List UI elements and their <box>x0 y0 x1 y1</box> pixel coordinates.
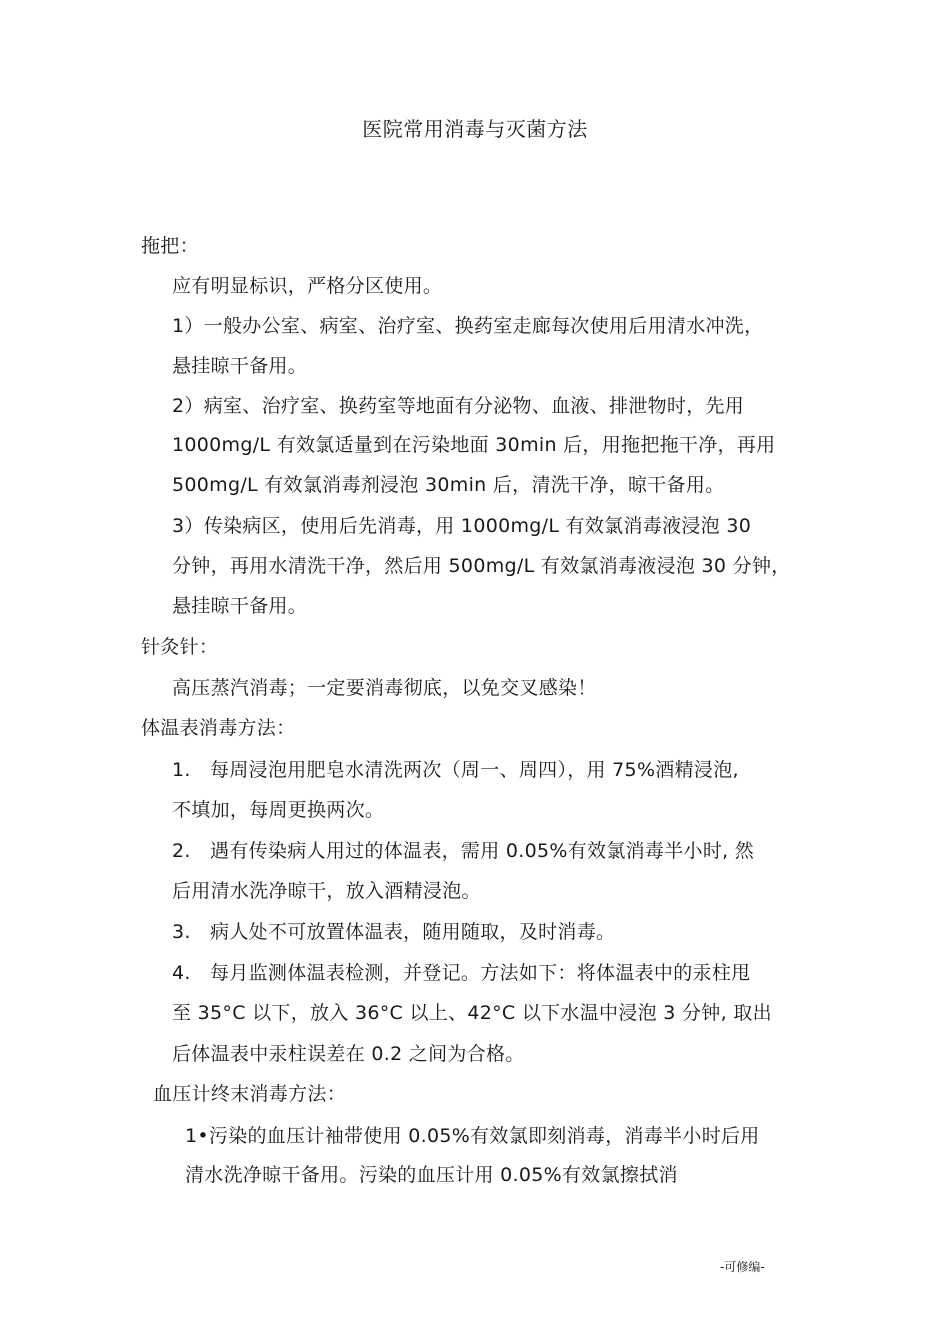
section-heading-thermometer: 体温表消毒方法： <box>141 717 296 739</box>
paragraph-line: 悬挂晾干备用。 <box>172 355 308 377</box>
paragraph-line: 分钟，再用水清洗干净，然后用 500mg/L 有效氯消毒液浸泡 30 分钟， <box>172 555 791 577</box>
paragraph-line: 4. 每月监测体温表检测，并登记。方法如下：将体温表中的汞柱甩 <box>172 962 751 984</box>
section-heading-acupuncture: 针灸针： <box>141 636 219 658</box>
paragraph-line: 1000mg/L 有效氯适量到在污染地面 30min 后，用拖把拖干净，再用 <box>172 434 776 456</box>
paragraph-line: 清水洗净晾干备用。污染的血压计用 0.05%有效氯擦拭消 <box>185 1164 678 1186</box>
paragraph-line: 后体温表中汞柱误差在 0.2 之间为合格。 <box>172 1043 525 1065</box>
paragraph-line: 2. 遇有传染病人用过的体温表，需用 0.05%有效氯消毒半小时, 然 <box>172 840 755 862</box>
paragraph-line: 1）一般办公室、病室、治疗室、换药室走廊每次使用后用清水冲洗， <box>172 315 764 337</box>
paragraph-line: 至 35°C 以下，放入 36°C 以上、42°C 以下水温中浸泡 3 分钟, 取出 <box>172 1002 772 1024</box>
paragraph-line: 高压蒸汽消毒；一定要消毒彻底，以免交叉感染！ <box>172 677 597 699</box>
paragraph-line: 1. 每周浸泡用肥皂水清洗两次（周一、周四），用 75%酒精浸泡, <box>172 759 739 781</box>
footer-note: -可修编- <box>720 1260 765 1274</box>
document-title: 医院常用消毒与灭菌方法 <box>362 117 588 141</box>
paragraph-line: 3）传染病区，使用后先消毒，用 1000mg/L 有效氯消毒液浸泡 30 <box>172 515 752 537</box>
paragraph-line: 悬挂晾干备用。 <box>172 595 308 617</box>
paragraph-line: 1•污染的血压计袖带使用 0.05%有效氯即刻消毒，消毒半小时后用 <box>185 1125 760 1147</box>
paragraph-line: 应有明显标识，严格分区使用。 <box>172 275 443 297</box>
section-heading-mop: 拖把： <box>141 235 199 257</box>
paragraph-line: 不填加，每周更换两次。 <box>172 799 385 821</box>
section-heading-sphygmomanometer: 血压计终末消毒方法： <box>153 1083 347 1105</box>
paragraph-line: 2）病室、治疗室、换药室等地面有分泌物、血液、排泄物时，先用 <box>172 395 745 417</box>
paragraph-line: 500mg/L 有效氯消毒剂浸泡 30min 后，清洗干净，晾干备用。 <box>172 474 725 496</box>
paragraph-line: 3. 病人处不可放置体温表，随用随取，及时消毒。 <box>172 921 616 943</box>
paragraph-line: 后用清水洗净晾干，放入酒精浸泡。 <box>172 880 481 902</box>
